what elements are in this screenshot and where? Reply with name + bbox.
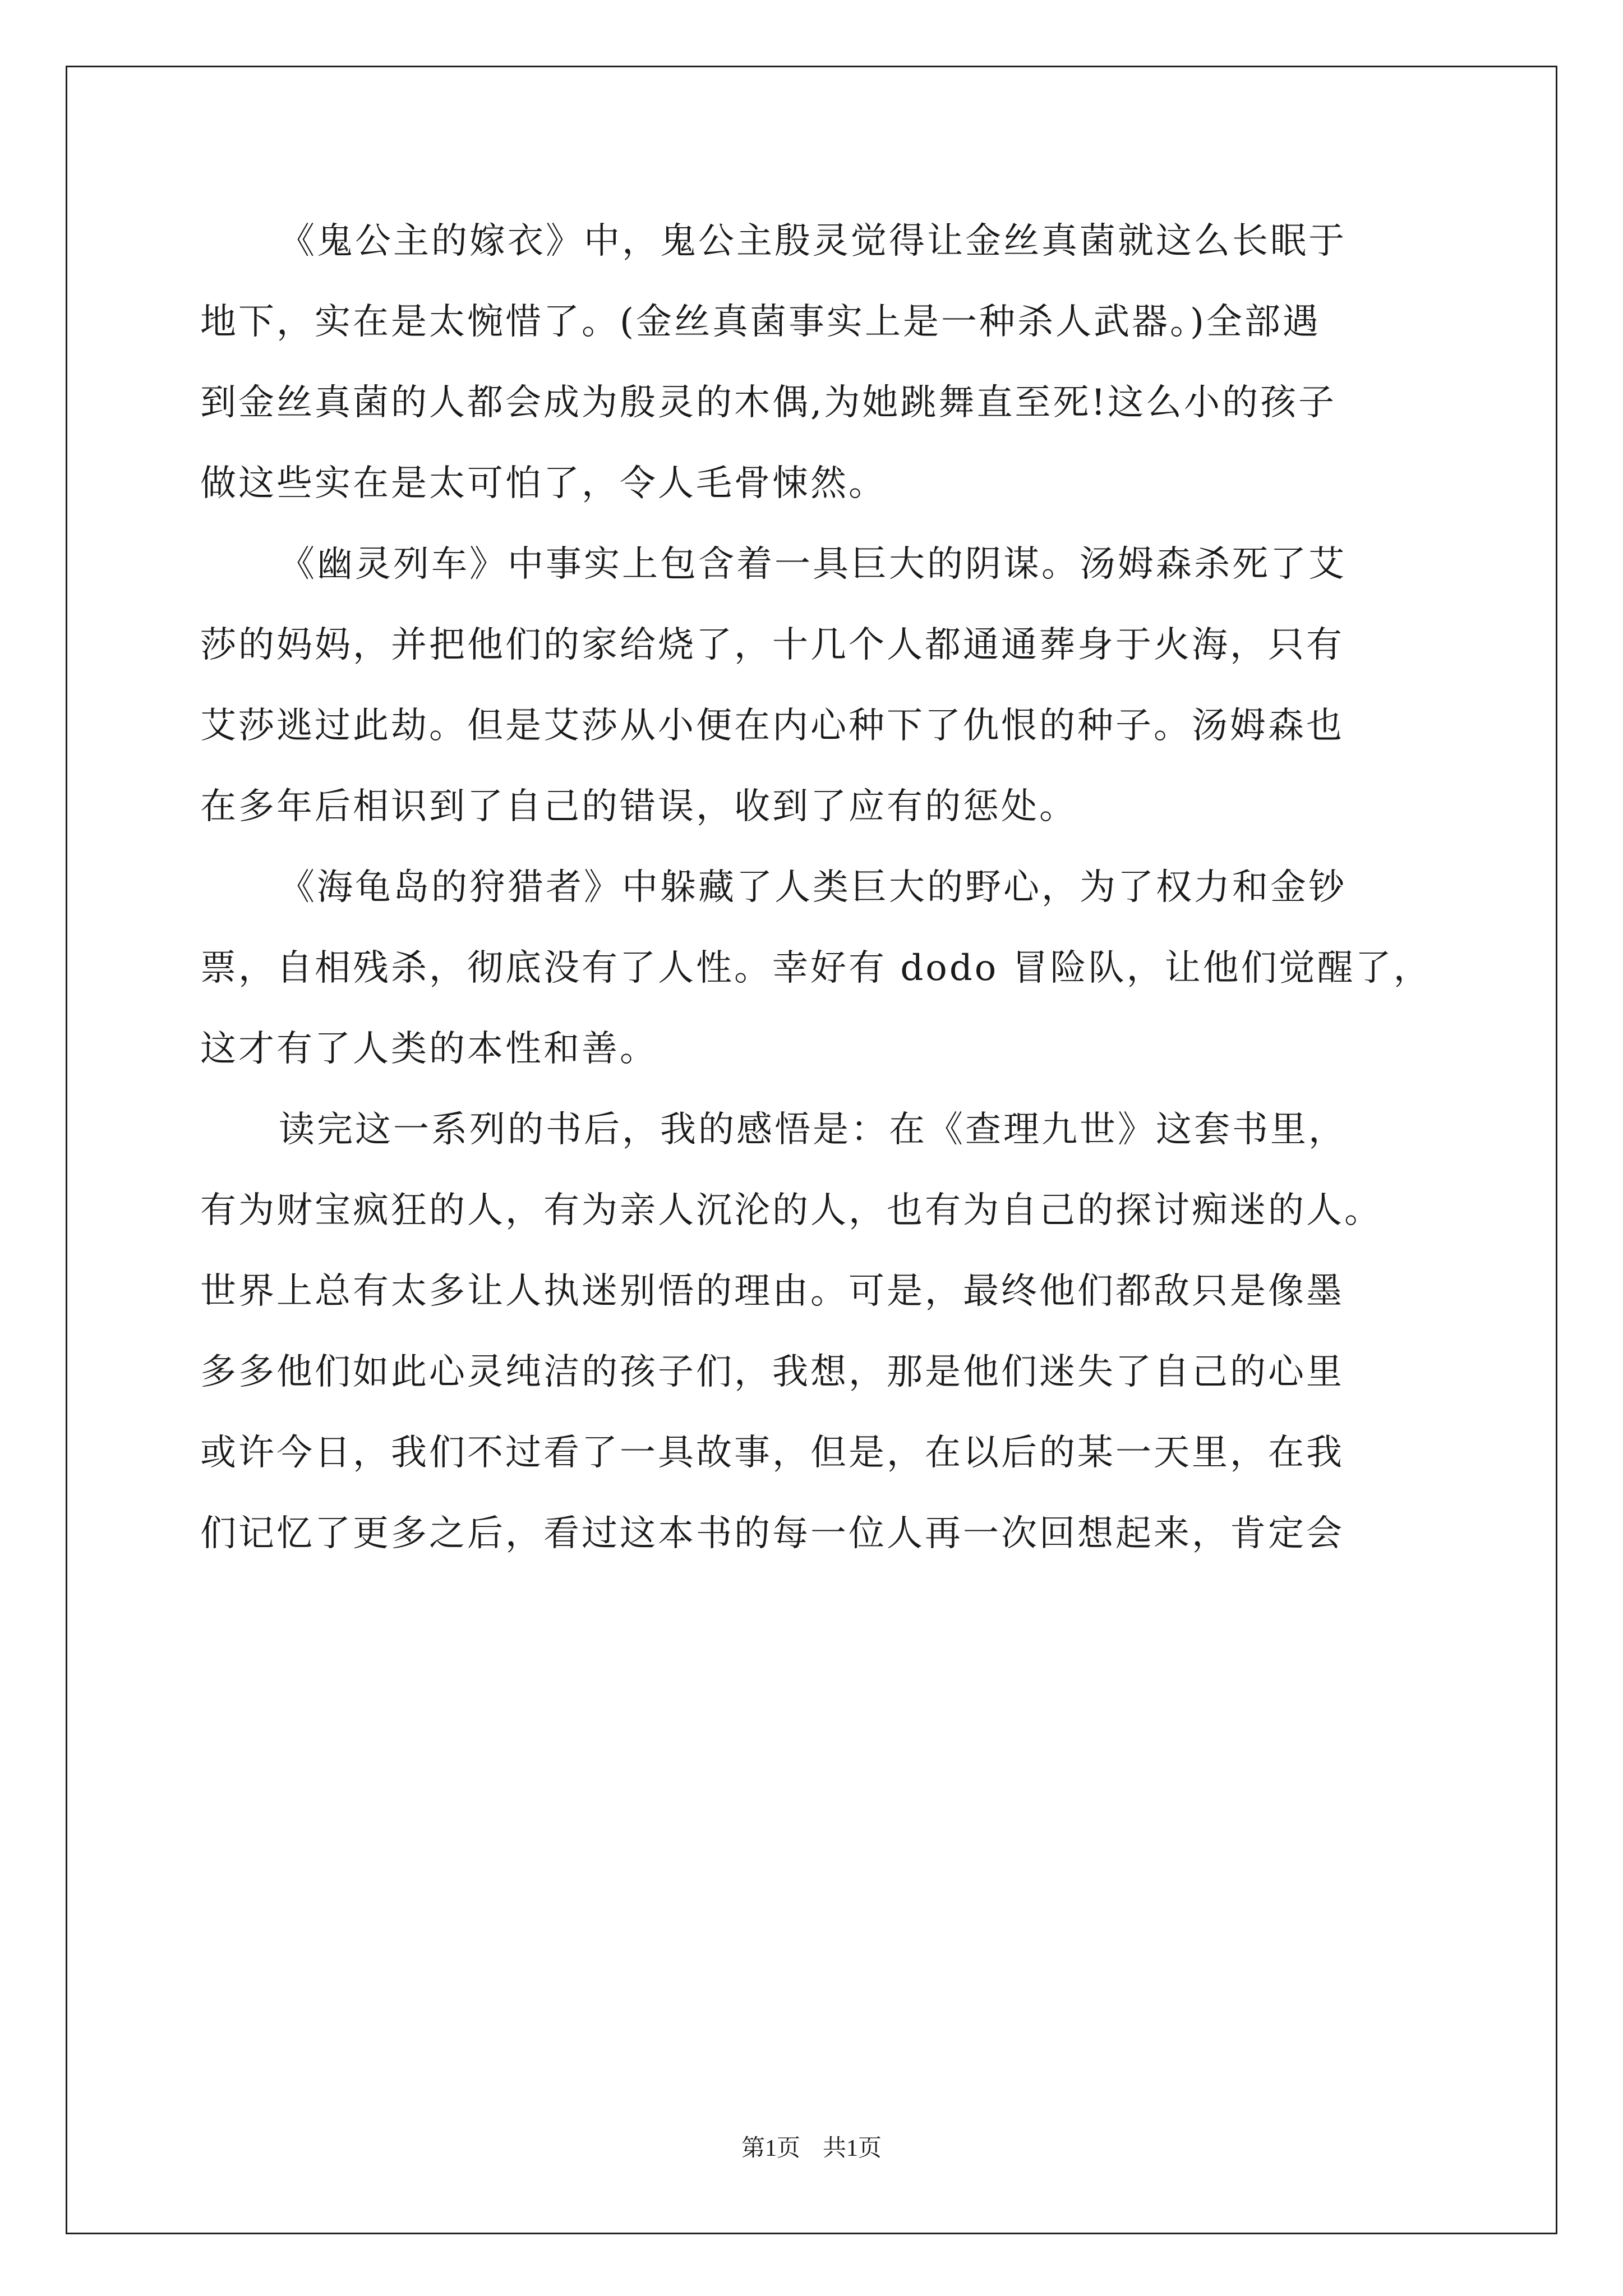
paragraph-line: 地下，实在是太惋惜了。(金丝真菌事实上是一种杀人武器。)全部遇 (200, 301, 1321, 343)
document-body (200, 201, 1456, 1574)
paragraph-line: 票，自相残杀，彻底没有了人性。幸好有 dodo 冒险队，让他们觉醒了， (200, 947, 1432, 989)
paragraph-line: 《幽灵列车》中事实上包含着一具巨大的阴谋。汤姆森杀死了艾 (279, 544, 1347, 585)
paragraph-line: 做这些实在是太可怕了，令人毛骨悚然。 (200, 463, 887, 504)
paragraph-line: 《鬼公主的嫁衣》中，鬼公主殷灵觉得让金丝真菌就这么长眠于 (279, 220, 1347, 262)
paragraph-line: 《海龟岛的狩猎者》中躲藏了人类巨大的野心，为了权力和金钞 (279, 867, 1347, 908)
paragraph-line: 艾莎逃过此劫。但是艾莎从小便在内心种下了仇恨的种子。汤姆森也 (200, 705, 1344, 747)
paragraph-line: 有为财宝疯狂的人，有为亲人沉沦的人，也有为自己的探讨痴迷的人。 (200, 1190, 1382, 1231)
paragraph-line: 多多他们如此心灵纯洁的孩子们，我想，那是他们迷失了自己的心里 (200, 1351, 1344, 1393)
page-number: 第1页 (741, 2136, 800, 2161)
page-total: 共1页 (823, 2136, 882, 2161)
paragraph-line: 世界上总有太多让人执迷别悟的理由。可是，最终他们都敌只是像墨 (200, 1271, 1344, 1312)
paragraph-line: 莎的妈妈，并把他们的家给烧了，十几个人都通通葬身于火海，只有 (200, 624, 1344, 666)
paragraph-line: 这才有了人类的本性和善。 (200, 1028, 658, 1070)
paragraph-line: 在多年后相识到了自己的错误，收到了应有的惩处。 (200, 786, 1077, 827)
page-footer (0, 2132, 1623, 2165)
paragraph-line: 们记忆了更多之后，看过这本书的每一位人再一次回想起来，肯定会 (200, 1513, 1344, 1554)
paragraph-line: 到金丝真菌的人都会成为殷灵的木偶,为她跳舞直至死!这么小的孩子 (200, 382, 1337, 424)
paragraph-line: 或许今日，我们不过看了一具故事，但是，在以后的某一天里，在我 (200, 1432, 1344, 1474)
paragraph-line: 读完这一系列的书后，我的感悟是：在《查理九世》这套书里， (279, 1109, 1347, 1151)
